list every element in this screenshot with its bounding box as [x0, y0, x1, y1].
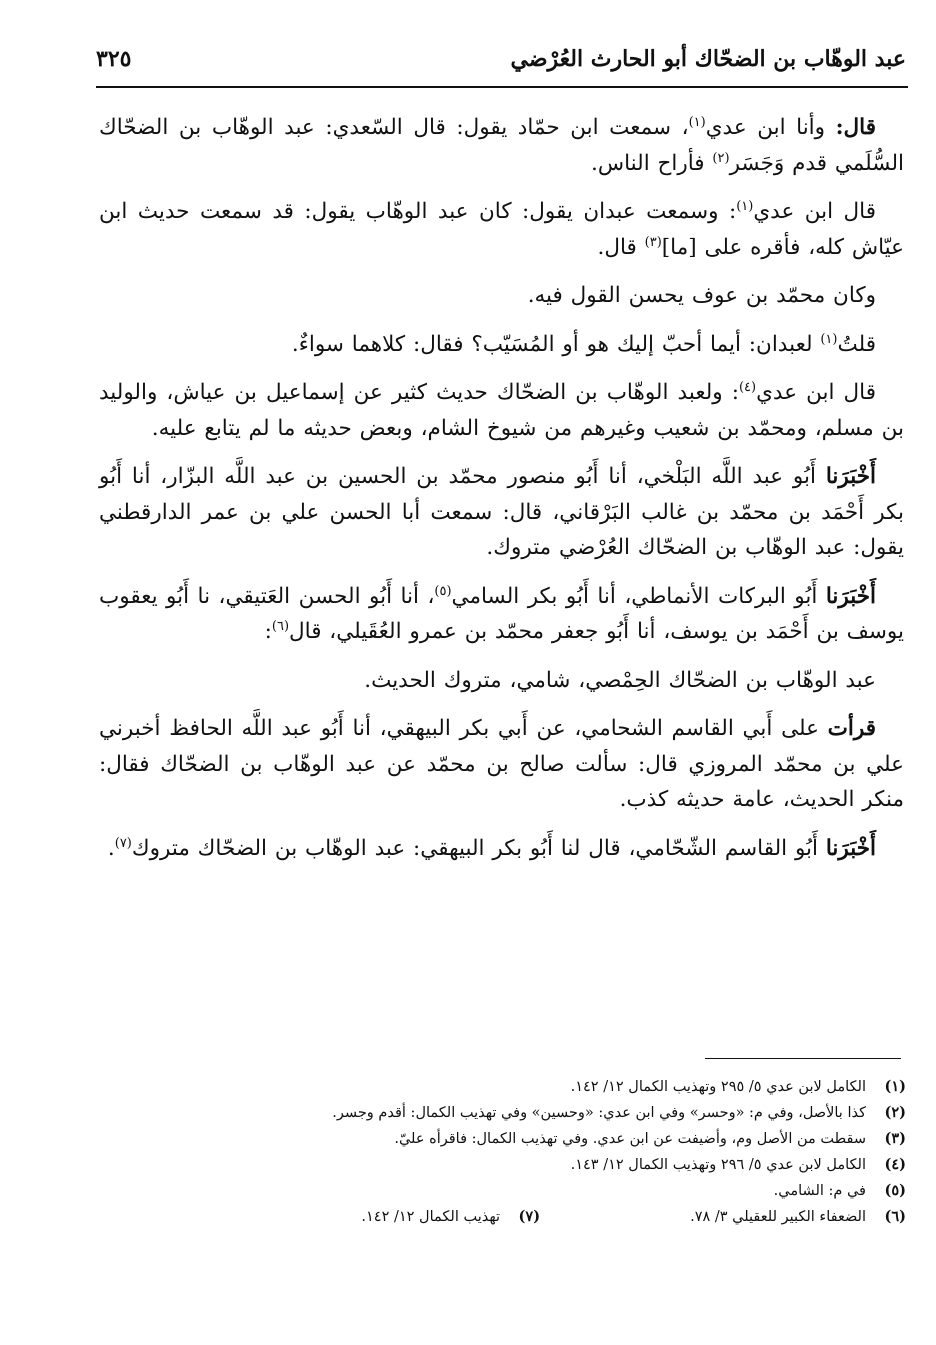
- text-run: :: [264, 619, 272, 644]
- footnote-ref[interactable]: (٣): [644, 234, 662, 250]
- paragraph-lead: أَخْبَرَنا: [825, 464, 876, 489]
- text-run: قال ابن عدي: [756, 380, 876, 405]
- footnote-text: في م: الشامي.: [773, 1183, 866, 1199]
- footnote-ref[interactable]: (٧): [114, 835, 132, 851]
- footnote-text: كذا بالأصل، وفي م: «وحسر» وفي ابن عدي: «وحسين» وفي تهذيب الكمال: أقدم وجسر.: [332, 1105, 866, 1121]
- footnote: [86, 1126, 906, 1152]
- footnote: [86, 1074, 906, 1100]
- paragraph: [99, 194, 904, 265]
- text-run: قال.: [597, 234, 645, 260]
- paragraph: [99, 278, 904, 314]
- paragraph: [99, 831, 904, 867]
- footnote-ref[interactable]: (١): [688, 114, 706, 130]
- footnote-number: (١): [884, 1078, 906, 1095]
- main-text: [99, 110, 904, 879]
- footnote-number: (٣): [884, 1130, 906, 1147]
- footnote-ref[interactable]: (٢): [712, 150, 730, 166]
- footnote-number: (٦): [884, 1208, 906, 1225]
- text-run: على أَبي القاسم الشحامي، عن أَبي بكر البيهقي، أنا أَبُو عبد اللَّه الحافظ أخبرني علي بن محمّد المروزي قال: سألت صالح بن محمّد عن عبد الوهّاب بن الضحّاك فقال: منكر الحديث، عامة حديثه كذب.: [99, 716, 904, 812]
- text-run: : ولعبد الوهّاب بن الضحّاك حديث كثير عن إسماعيل بن عياش، والوليد بن مسلم، ومحمّد بن شعيب وغيرهم من شيوخ الشام، وبعض حديثه ما لم يتابع عليه.: [99, 380, 904, 441]
- paragraph: [99, 110, 904, 181]
- text-run: وكان محمّد بن عوف يحسن القول فيه.: [527, 283, 876, 308]
- paragraph: [99, 375, 904, 446]
- paragraph: [99, 579, 904, 650]
- footnote-text: الكامل لابن عدي ٥/ ٢٩٥ وتهذيب الكمال ١٢/ ١٤٢.: [570, 1079, 866, 1095]
- paragraph: [99, 663, 904, 699]
- footnote: [86, 1204, 906, 1230]
- text-run: لعبدان: أيما أحبّ إليك هو أو المُسَيّب؟ فقال: كلاهما سواءٌ.: [291, 331, 821, 357]
- paragraph-lead: قرأت: [827, 716, 876, 741]
- footnote: [86, 1152, 906, 1178]
- paragraph-lead: أَخْبَرَنا: [825, 583, 876, 609]
- footnote-number: (٤): [884, 1156, 906, 1173]
- text-run: ، سمعت ابن حمّاد يقول: قال السّعدي: عبد الوهّاب بن الضحّاك السُّلَمي قدم وَجَسَر: [99, 115, 904, 176]
- footnote-number: (٢): [884, 1104, 906, 1121]
- footnote-ref[interactable]: (١): [736, 198, 754, 214]
- footnote-ref[interactable]: (٦): [271, 618, 290, 634]
- text-run: عبد الوهّاب بن الضحّاك الحِمْصي، شامي، متروك الحديث.: [364, 667, 876, 693]
- text-run: أَبُو البركات الأنماطي، أنا أَبُو بكر السامي: [451, 583, 826, 609]
- footnote-number: (٧): [518, 1208, 541, 1225]
- paragraph: [99, 327, 904, 363]
- footnote-ref[interactable]: (٥): [434, 583, 452, 599]
- text-run: قال ابن عدي: [753, 199, 877, 224]
- page-number: ٣٢٥: [96, 46, 132, 72]
- header-rule: [96, 86, 908, 88]
- footnote: [86, 1100, 906, 1126]
- running-title: عبد الوهّاب بن الضحّاك أبو الحارث العُرْضي: [510, 46, 906, 72]
- text-run: ، أنا أَبُو الحسن العَتيقي، نا أَبُو يعقوب يوسف بن أَحْمَد بن يوسف، أنا أَبُو جعفر محمّد بن عمرو العُقَيلي، قال: [99, 583, 904, 644]
- text-run: .: [107, 835, 115, 861]
- footnotes: [86, 1074, 906, 1230]
- text-run: أَبُو القاسم الشّحّامي، قال لنا أَبُو بكر البيهقي: عبد الوهّاب بن الضحّاك متروك: [131, 835, 826, 861]
- footnote-text: الضعفاء الكبير للعقيلي ٣/ ٧٨.: [690, 1209, 866, 1225]
- text-run: أَبُو عبد اللَّه البَلْخي، أنا أَبُو منصور محمّد بن الحسين بن عبد اللَّه البزّار، أنا أَبُو بكر أَحْمَد بن محمّد بن غالب البَرْقاني، قال: سمعت أبا الحسن علي بن عمر الدارقطني يقول: عبد الوهّاب بن الضحّاك العُرْضي متروك.: [99, 464, 904, 560]
- paragraph-lead: أَخْبَرَنا: [825, 835, 876, 861]
- footnote-text: الكامل لابن عدي ٥/ ٢٩٦ وتهذيب الكمال ١٢/ ١٤٣.: [570, 1157, 866, 1173]
- text-run: قلتُ: [837, 331, 876, 357]
- paragraph: [99, 711, 904, 818]
- footnote: [361, 1204, 540, 1230]
- paragraph: [99, 459, 904, 566]
- text-run: فأراح الناس.: [591, 150, 713, 176]
- text-run: وأنا ابن عدي: [705, 115, 836, 140]
- footnote-rule: [705, 1058, 901, 1059]
- footnote-text: تهذيب الكمال ١٢/ ١٤٢.: [361, 1209, 501, 1225]
- footnote-number: (٥): [884, 1182, 906, 1199]
- footnote-text: سقطت من الأصل وم، وأضيفت عن ابن عدي. وفي تهذيب الكمال: فاقرأه عليّ.: [394, 1131, 866, 1147]
- paragraph-lead: قال:: [835, 115, 877, 140]
- footnote-ref[interactable]: (١): [820, 331, 838, 347]
- footnote-ref[interactable]: (٤): [738, 379, 757, 395]
- text-run: : وسمعت عبدان يقول: كان عبد الوهّاب يقول: قد سمعت حديث ابن عيّاش كله، فأقره على [ما]: [99, 199, 904, 260]
- footnote: [86, 1178, 906, 1204]
